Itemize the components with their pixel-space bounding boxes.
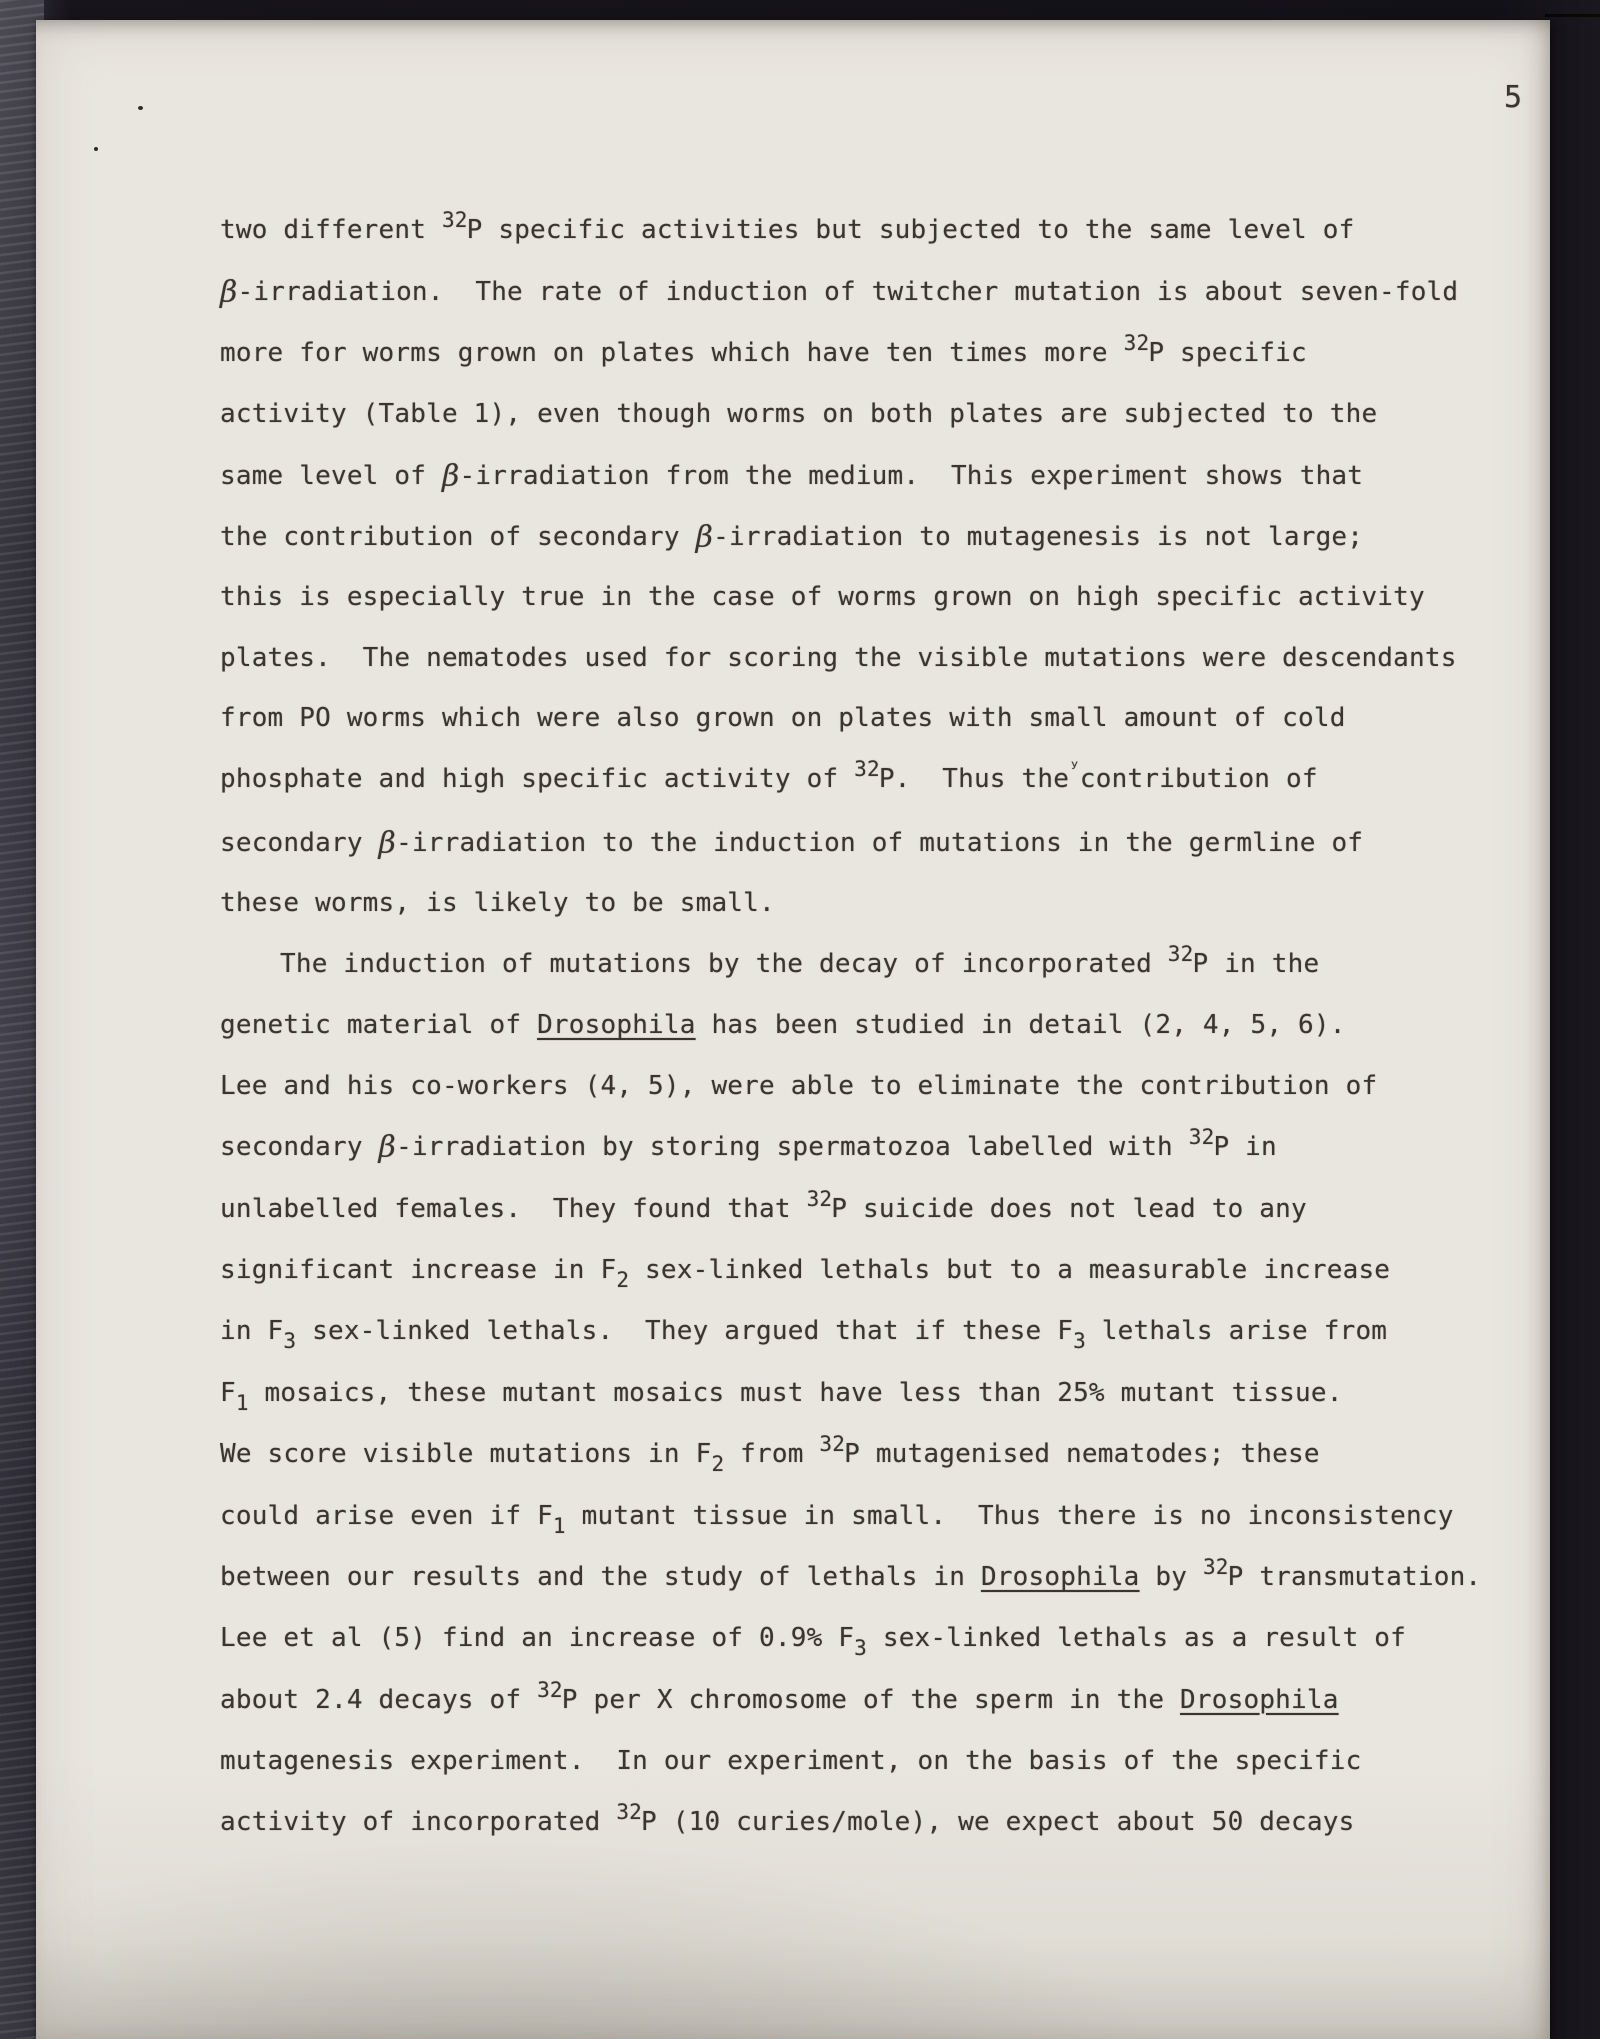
text-run: sex-linked lethals as a result of (866, 1623, 1406, 1654)
text-line (220, 261, 1530, 322)
text-run: mutagenesis experiment. In our experiment, on the basis of the specific (220, 1746, 1362, 1777)
text-line (220, 812, 1530, 873)
text-run: significant increase in F (220, 1254, 617, 1285)
subscript-generation: 3 (1073, 1329, 1086, 1354)
superscript-isotope: 32 (854, 756, 880, 781)
ink-speck (94, 147, 98, 151)
text-run: The induction of mutations by the decay of incorporated (280, 948, 1168, 979)
text-line (220, 1608, 1530, 1669)
text-line (220, 323, 1530, 384)
text-run: phosphate and high specific activity of (220, 763, 855, 794)
text-line (220, 1731, 1530, 1791)
text-run: by (1139, 1561, 1203, 1592)
text-run: Lee and his co-workers (4, 5), were able to eliminate the contribution of (220, 1070, 1378, 1101)
text-run: sex-linked lethals. They argued that if these F (296, 1316, 1074, 1347)
text-run: the contribution of secondary (220, 522, 696, 553)
text-run: P per X chromosome of the sperm in the (561, 1684, 1181, 1715)
mat-seam-line (1545, 14, 1600, 17)
text-line (220, 1240, 1530, 1301)
text-run: between our results and the study of lethals in (220, 1561, 981, 1592)
subscript-generation: 3 (283, 1329, 297, 1354)
beta-symbol: β (378, 826, 397, 862)
text-run: -irradiation. The rate of induction of twitcher mutation is about seven-fold (237, 277, 1459, 308)
text-run: more for worms grown on plates which have ten times more (220, 337, 1124, 368)
beta-symbol: β (441, 458, 460, 494)
text-run: F (220, 1377, 236, 1408)
manuscript-page (36, 20, 1550, 2039)
text-run: We score visible mutations in F (220, 1439, 712, 1470)
text-run: -irradiation to the induction of mutations in the germline of (396, 828, 1364, 859)
superscript-isotope: 32 (616, 1799, 643, 1824)
text-line (220, 1056, 1530, 1116)
text-run: -irradiation to mutagenesis is not large; (713, 522, 1364, 553)
text-line (220, 1670, 1530, 1731)
text-run: secondary (220, 1132, 379, 1163)
subscript-generation: 1 (235, 1390, 249, 1415)
text-run: two different (220, 215, 442, 245)
text-line (220, 1424, 1530, 1485)
ink-speck (138, 106, 143, 110)
superscript-isotope: 32 (1123, 330, 1150, 355)
text-line (220, 567, 1530, 627)
text-run: P transmutation. (1227, 1561, 1482, 1592)
text-line (220, 934, 1530, 995)
text-run: activity of incorporated (220, 1806, 617, 1837)
superscript-isotope: 32 (1202, 1554, 1229, 1579)
text-line (220, 506, 1530, 567)
text-run: has been studied in detail (2, 4, 5, 6). (695, 1010, 1346, 1041)
subscript-generation: 2 (711, 1452, 725, 1477)
text-run: same level of (220, 460, 442, 491)
text-run: genetic material of (220, 1010, 538, 1041)
text-line (220, 1179, 1530, 1240)
text-run: from PO worms which were also grown on plates with small amount of cold (220, 703, 1346, 734)
handwritten-insertion-mark: ʸ (1069, 756, 1080, 778)
text-run: P mutagenised nematodes; these (844, 1439, 1320, 1470)
text-line (220, 384, 1530, 444)
text-run: P specific activities but subjected to the same level of (466, 215, 1355, 245)
text-line (220, 1547, 1530, 1608)
text-run: lethals arise from (1085, 1316, 1388, 1347)
text-run: P (10 curies/mole), we expect about 50 decays (641, 1806, 1355, 1837)
text-run: about 2.4 decays of (220, 1684, 538, 1715)
beta-symbol: β (220, 275, 238, 311)
text-run: -irradiation from the medium. This experiment shows that (459, 460, 1364, 491)
text-line (220, 445, 1530, 506)
subscript-generation: 1 (552, 1513, 566, 1538)
superscript-isotope: 32 (537, 1677, 563, 1702)
underlined-species-name: Drosophila (537, 1010, 696, 1041)
page-number: 5 (1504, 80, 1523, 115)
superscript-isotope: 32 (1188, 1125, 1215, 1150)
text-line (220, 749, 1530, 812)
subscript-generation: 2 (616, 1267, 630, 1292)
text-line (220, 1301, 1530, 1362)
text-run: mosaics, these mutant mosaics must have less than 25% mutant tissue. (248, 1377, 1343, 1408)
text-run: could arise even if F (220, 1500, 553, 1531)
text-run: P in the (1192, 948, 1320, 979)
text-run: from (724, 1439, 820, 1470)
text-line (220, 200, 1530, 261)
text-run: -irradiation by storing spermatozoa labelled with (396, 1132, 1189, 1163)
text-run: this is especially true in the case of worms grown on high specific activity (220, 582, 1425, 613)
typed-text-block (220, 200, 1530, 1853)
text-line (220, 873, 1530, 933)
text-run: in F (220, 1316, 284, 1347)
text-line (220, 1486, 1530, 1547)
text-line (220, 1792, 1530, 1853)
underlined-species-name: Drosophila (1180, 1684, 1339, 1715)
superscript-isotope: 32 (819, 1432, 846, 1457)
underlined-species-name: Drosophila (980, 1561, 1140, 1592)
text-run: Lee et al (5) find an increase of 0.9% F (220, 1623, 855, 1654)
text-run: secondary (220, 828, 379, 859)
beta-symbol: β (695, 520, 714, 556)
text-line (220, 1116, 1530, 1178)
text-run: unlabelled females. They found that (220, 1193, 807, 1224)
text-line (220, 628, 1530, 688)
superscript-isotope: 32 (441, 208, 468, 232)
text-line (220, 995, 1530, 1055)
text-run: P suicide does not lead to any (831, 1193, 1307, 1224)
superscript-isotope: 32 (1167, 941, 1194, 966)
beta-symbol: β (378, 1130, 397, 1166)
text-run: P in (1213, 1132, 1277, 1163)
text-run: contribution of (1079, 763, 1318, 794)
text-line (220, 1363, 1530, 1424)
text-run: sex-linked lethals but to a measurable increase (629, 1254, 1391, 1285)
text-run: plates. The nematodes used for scoring the visible mutations were descendants (220, 642, 1457, 673)
text-run: mutant tissue in small. Thus there is no inconsistency (565, 1500, 1454, 1531)
text-run: these worms, is likely to be small. (220, 888, 775, 919)
text-run: activity (Table 1), even though worms on both plates are subjected to the (220, 399, 1378, 430)
subscript-generation: 3 (854, 1636, 867, 1661)
superscript-isotope: 32 (806, 1186, 833, 1211)
text-run: P specific (1148, 337, 1307, 368)
text-run: P. Thus the (878, 763, 1070, 794)
